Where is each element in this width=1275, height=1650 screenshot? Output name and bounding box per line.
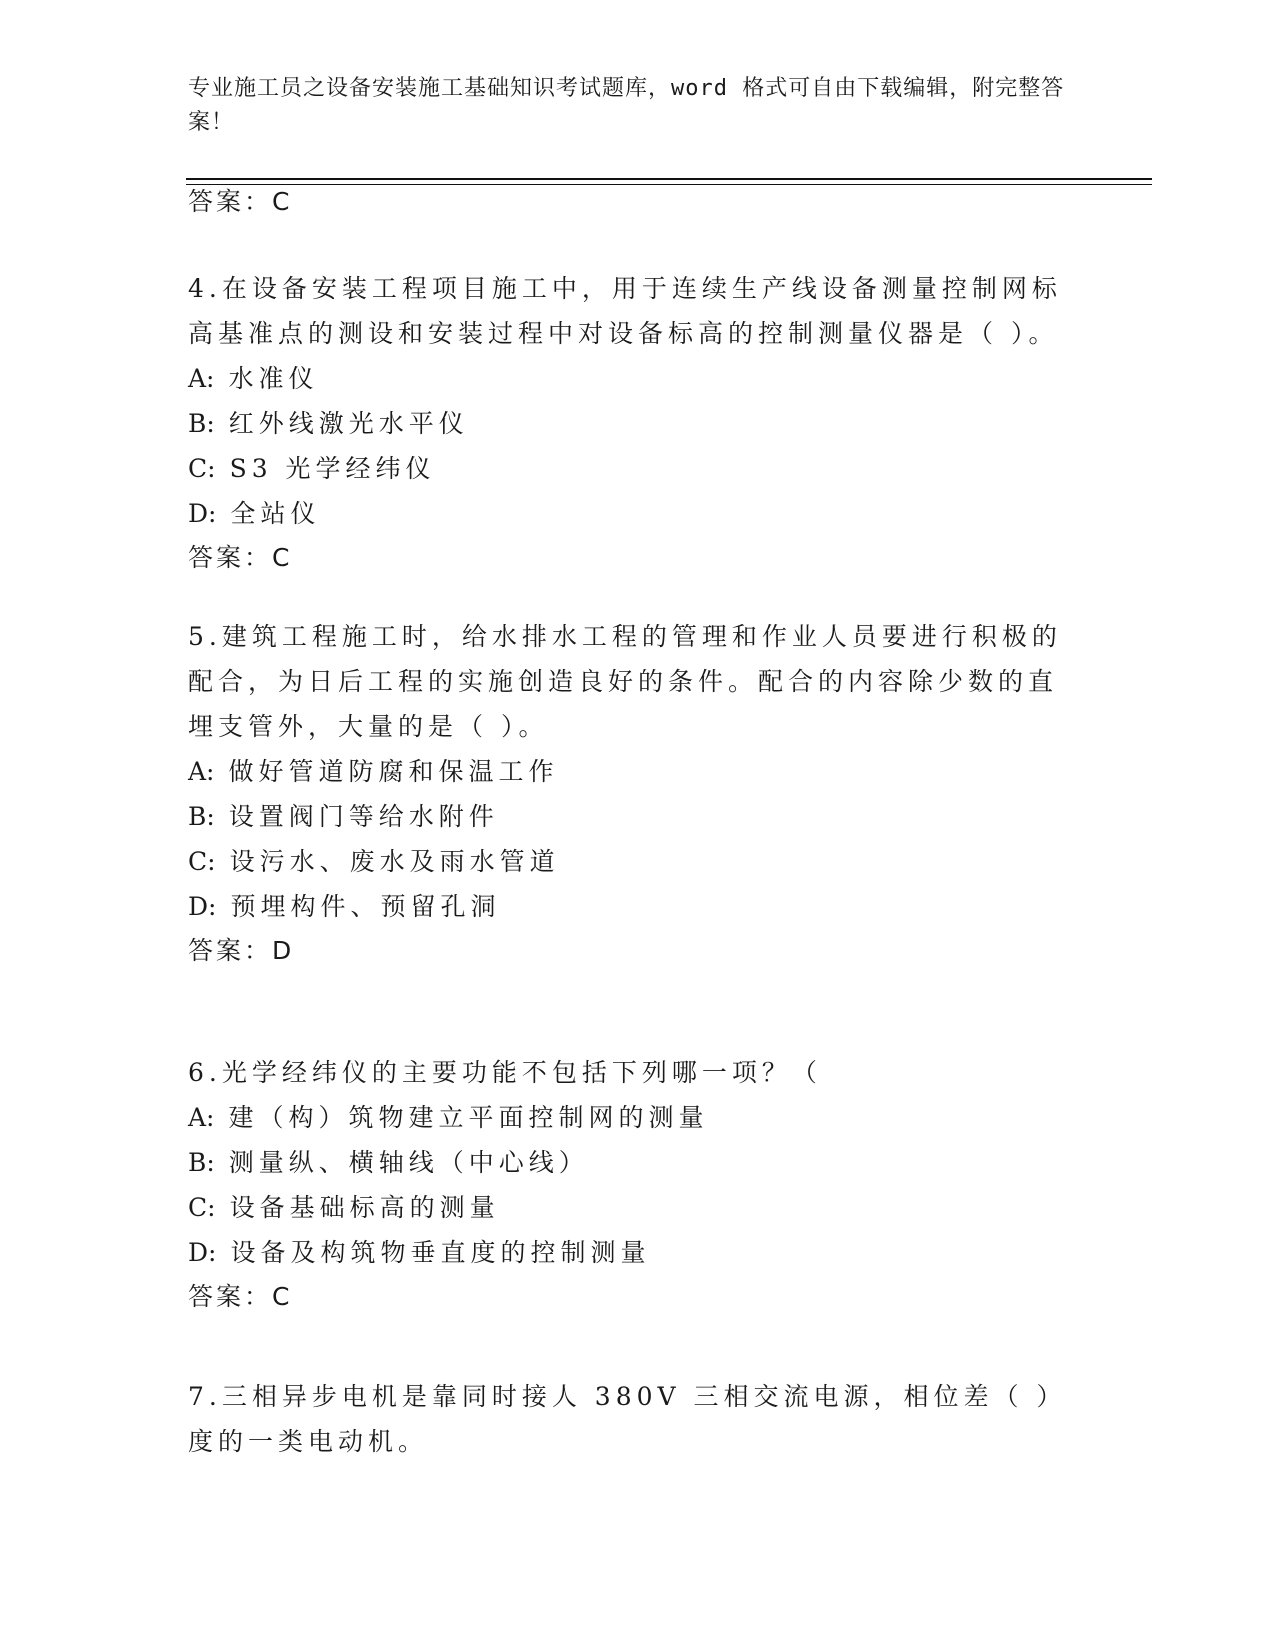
option-text: 做好管道防腐和保温工作 <box>228 757 559 786</box>
question-4 <box>188 266 1068 580</box>
answer-label: 答案： <box>188 936 273 965</box>
question-stem: 三相异步电机是靠同时接人 380V 三相交流电源，相位差（ ）度的一类电动机。 <box>188 1382 1067 1456</box>
question-5 <box>188 614 1068 973</box>
option-a <box>188 749 1068 794</box>
option-key: C: <box>188 847 216 876</box>
option-a <box>188 1095 1068 1140</box>
answer-value: C <box>272 187 291 216</box>
question-stem: 建筑工程施工时，给水排水工程的管理和作业人员要进行积极的配合，为日后工程的实施创造良好的条件。配合的内容除少数的直埋支管外，大量的是（ ）。 <box>188 622 1062 741</box>
option-text: 预埋构件、预留孔洞 <box>230 892 501 921</box>
option-key: B: <box>188 802 215 831</box>
option-a <box>188 356 1068 401</box>
option-key: D: <box>188 892 217 921</box>
answer-line <box>188 1275 1068 1319</box>
option-key: C: <box>188 454 216 483</box>
option-c <box>188 839 1068 884</box>
option-d <box>188 491 1068 536</box>
option-d <box>188 884 1068 929</box>
question-text <box>188 1374 1068 1464</box>
option-text: 设备及构筑物垂直度的控制测量 <box>230 1238 651 1267</box>
answer-label: 答案： <box>188 1282 273 1311</box>
question-number: 7. <box>188 1382 222 1411</box>
option-key: D: <box>188 1238 217 1267</box>
option-text: 全站仪 <box>230 499 321 528</box>
question-text <box>188 614 1068 749</box>
question-number: 6. <box>188 1058 222 1087</box>
answer-label: 答案： <box>188 187 273 216</box>
answer-label: 答案： <box>188 543 273 572</box>
answer-value: C <box>272 543 291 572</box>
option-b <box>188 401 1068 446</box>
question-stem: 光学经纬仪的主要功能不包括下列哪一项？（ <box>221 1058 822 1087</box>
document-header <box>188 72 1068 140</box>
question-text <box>188 1050 1068 1095</box>
option-b <box>188 794 1068 839</box>
question-number: 5. <box>188 622 222 651</box>
option-key: C: <box>188 1193 216 1222</box>
answer-value: C <box>272 1282 291 1311</box>
option-text: 水准仪 <box>228 364 319 393</box>
option-c <box>188 446 1068 491</box>
option-text: 设置阀门等给水附件 <box>228 802 499 831</box>
answer-line <box>188 929 1068 973</box>
option-key: A: <box>188 757 215 786</box>
option-key: B: <box>188 1148 215 1177</box>
answer-line <box>188 180 1068 224</box>
question-number: 4. <box>188 274 222 303</box>
option-c <box>188 1185 1068 1230</box>
question-stem: 在设备安装工程项目施工中，用于连续生产线设备测量控制网标高基准点的测设和安装过程中对设备标高的控制测量仪器是（ ）。 <box>188 274 1062 348</box>
answer-line <box>188 536 1068 580</box>
option-text: 设污水、废水及雨水管道 <box>229 847 560 876</box>
option-text: 测量纵、横轴线（中心线） <box>228 1148 589 1177</box>
answer-value: D <box>272 936 293 965</box>
option-key: D: <box>188 499 217 528</box>
option-text: 设备基础标高的测量 <box>229 1193 500 1222</box>
question-text <box>188 266 1068 356</box>
option-key: A: <box>188 364 215 393</box>
option-b <box>188 1140 1068 1185</box>
question-6 <box>188 1050 1068 1319</box>
option-key: A: <box>188 1103 215 1132</box>
option-key: B: <box>188 409 215 438</box>
option-d <box>188 1230 1068 1275</box>
option-text: 红外线激光水平仪 <box>228 409 469 438</box>
header-text: 专业施工员之设备安装施工基础知识考试题库，word 格式可自由下载编辑，附完整答案！ <box>188 76 1065 135</box>
option-text: 建（构）筑物建立平面控制网的测量 <box>228 1103 709 1132</box>
question-7 <box>188 1374 1068 1464</box>
option-text: S3 光学经纬仪 <box>229 454 436 483</box>
